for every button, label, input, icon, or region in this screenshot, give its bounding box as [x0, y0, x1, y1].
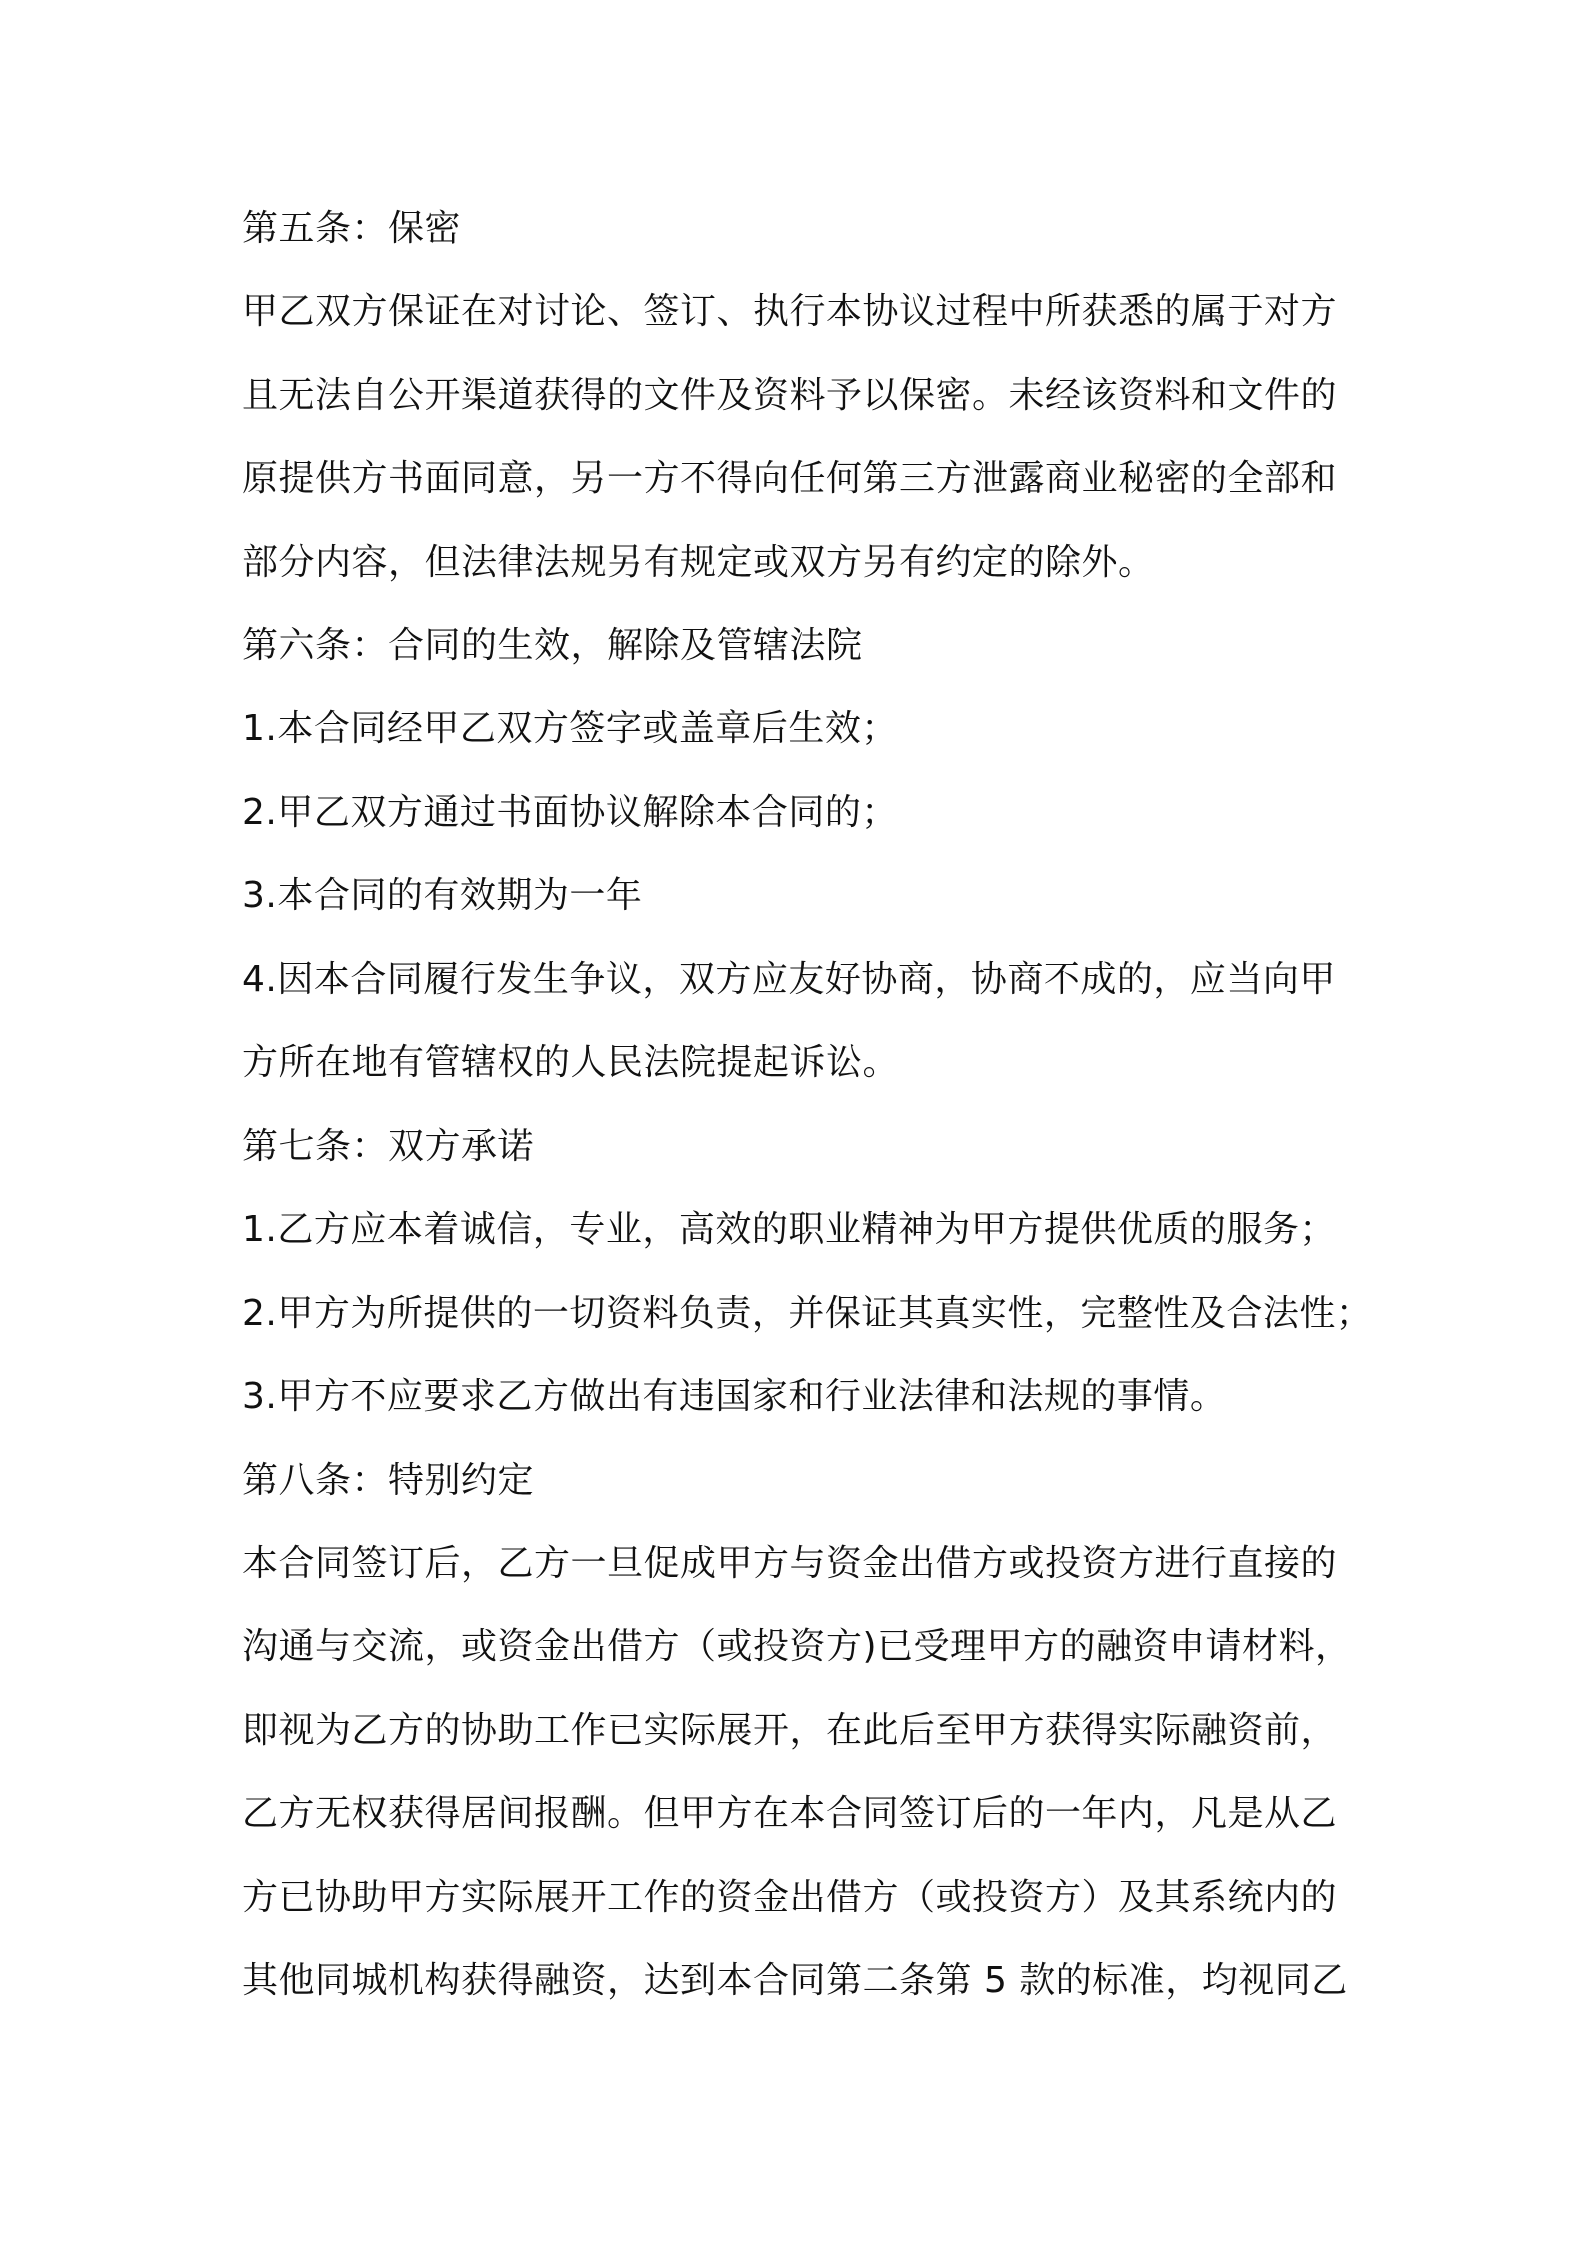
article-6-item-2: 2.甲乙双方通过书面协议解除本合同的； [242, 792, 898, 833]
article-8-text-line-1: 本合同签订后，乙方一旦促成甲方与资金出借方或投资方进行直接的 [242, 1543, 1338, 1584]
article-7-item-1: 1.乙方应本着诚信，专业，高效的职业精神为甲方提供优质的服务； [242, 1209, 1336, 1250]
article-6-item-3: 3.本合同的有效期为一年 [242, 875, 643, 916]
article-8-text-line-3: 即视为乙方的协助工作已实际展开，在此后至甲方获得实际融资前， [242, 1710, 1338, 1751]
article-5-text-line-1: 甲乙双方保证在对讨论、签订、执行本协议过程中所获悉的属于对方 [242, 291, 1338, 332]
article-5-text-line-2: 且无法自公开渠道获得的文件及资料予以保密。未经该资料和文件的 [242, 375, 1338, 416]
article-5-heading: 第五条：保密 [242, 208, 462, 249]
article-5-text-line-3: 原提供方书面同意，另一方不得向任何第三方泄露商业秘密的全部和 [242, 458, 1338, 499]
article-7-heading: 第七条：双方承诺 [242, 1126, 535, 1167]
article-7-item-3: 3.甲方不应要求乙方做出有违国家和行业法律和法规的事情。 [242, 1376, 1227, 1417]
article-6-heading: 第六条：合同的生效，解除及管辖法院 [242, 625, 863, 666]
article-8-text-line-4: 乙方无权获得居间报酬。但甲方在本合同签订后的一年内，凡是从乙 [242, 1793, 1338, 1834]
article-6-item-4-line-2: 方所在地有管辖权的人民法院提起诉讼。 [242, 1042, 900, 1083]
article-6-item-1: 1.本合同经甲乙双方签字或盖章后生效； [242, 708, 898, 749]
article-7-item-2: 2.甲方为所提供的一切资料负责，并保证其真实性，完整性及合法性； [242, 1293, 1373, 1334]
article-8-text-line-5: 方已协助甲方实际展开工作的资金出借方（或投资方）及其系统内的 [242, 1877, 1338, 1918]
article-8-text-line-2: 沟通与交流，或资金出借方（或投资方)已受理甲方的融资申请材料， [242, 1626, 1352, 1667]
article-8-heading: 第八条：特别约定 [242, 1460, 535, 1501]
article-8-text-line-6: 其他同城机构获得融资，达到本合同第二条第 5 款的标准，均视同乙 [242, 1960, 1348, 2001]
article-5-text-line-4: 部分内容，但法律法规另有规定或双方另有约定的除外。 [242, 542, 1155, 583]
article-6-item-4-line-1: 4.因本合同履行发生争议，双方应友好协商，协商不成的，应当向甲 [242, 959, 1336, 1000]
